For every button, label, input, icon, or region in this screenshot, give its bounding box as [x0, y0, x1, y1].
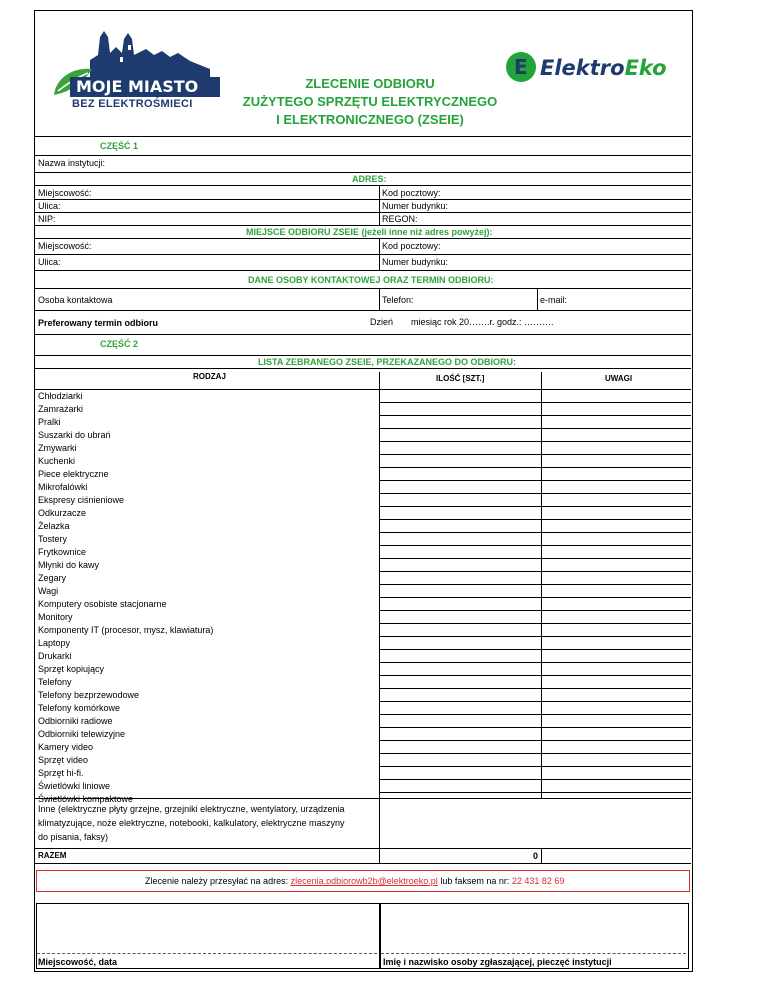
list-item: Drukarki — [38, 651, 72, 661]
list-item: Telefony — [38, 677, 72, 687]
col-qty-header: ILOŚĆ [SZT.] — [436, 374, 485, 383]
moje-miasto-logo — [50, 25, 220, 115]
row-separator — [379, 740, 691, 741]
row-separator — [379, 701, 691, 702]
total-label: RAZEM — [38, 851, 67, 860]
row-separator — [379, 623, 691, 624]
city-label: Miejscowość: — [38, 188, 92, 198]
postal-code-label: Kod pocztowy: — [382, 188, 441, 198]
row-separator — [379, 415, 691, 416]
list-item: Zegary — [38, 573, 67, 583]
row-separator — [379, 532, 691, 533]
form-title — [220, 75, 520, 129]
list-item: Mikrofalówki — [38, 482, 88, 492]
institution-name-label: Nazwa instytucji: — [38, 158, 106, 168]
list-item: Zmywarki — [38, 443, 77, 453]
pickup-street-label: Ulica: — [38, 257, 61, 267]
logo-text-line2: BEZ ELEKTROŚMIECI — [72, 98, 193, 110]
logo-text-line1: MOJE MIASTO — [76, 77, 199, 96]
row-separator — [379, 597, 691, 598]
street-label: Ulica: — [38, 201, 61, 211]
list-item: Komponenty IT (procesor, mysz, klawiatura) — [38, 625, 214, 635]
send-notice: Zlecenie należy przesyłać na adres: zlecenia.odbiorowb2b@elektroeko.pl lub faksem na nr: 22 431 82 69 — [145, 876, 565, 886]
list-heading: LISTA ZEBRANEGO ZSEIE, PRZEKAZANEGO DO ODBIORU: — [258, 357, 517, 367]
row-separator — [379, 506, 691, 507]
phone-label: Telefon: — [382, 295, 414, 305]
list-item: Sprzęt kopiujący — [38, 664, 105, 674]
row-separator — [379, 402, 691, 403]
row-separator — [379, 454, 691, 455]
part2-label: CZĘŚĆ 2 — [100, 339, 139, 349]
col-type-header: RODZAJ — [193, 372, 226, 381]
row-separator — [379, 610, 691, 611]
list-item: Odbiorniki telewizyjne — [38, 729, 126, 739]
title-line-1: ZLECENIE ODBIORU — [305, 76, 435, 91]
list-item: Żelazka — [38, 521, 70, 531]
list-item: Sprzęt video — [38, 755, 89, 765]
contact-person-label: Osoba kontaktowa — [38, 295, 113, 305]
day-label: Dzień — [370, 317, 394, 327]
row-separator — [379, 649, 691, 650]
list-item: Kamery video — [38, 742, 94, 752]
row-separator — [379, 779, 691, 780]
send-email-link[interactable]: zlecenia.odbiorowb2b@elektroeko.pl — [290, 876, 438, 886]
row-separator — [379, 662, 691, 663]
date-rest-label: miesiąc rok 20…….r. godz.: ………. — [411, 317, 554, 327]
pickup-building-number-label: Numer budynku: — [382, 257, 449, 267]
title-line-3: I ELEKTRONICZNEGO (ZSEIE) — [276, 112, 464, 127]
place-date-label: Miejscowość, data — [38, 957, 118, 967]
list-item: Suszarki do ubrań — [38, 430, 111, 440]
contact-heading: DANE OSOBY KONTAKTOWEJ ORAZ TERMIN ODBIORU: — [248, 275, 494, 285]
list-item: Telefony komórkowe — [38, 703, 121, 713]
list-item: Odkurzacze — [38, 508, 87, 518]
preferred-date-label: Preferowany termin odbioru — [38, 318, 159, 328]
list-item: Sprzęt hi-fi. — [38, 768, 84, 778]
row-separator — [379, 675, 691, 676]
row-separator — [379, 545, 691, 546]
fax-number: 22 431 82 69 — [511, 876, 565, 886]
list-item: Komputery osobiste stacjonarne — [38, 599, 167, 609]
list-item: Tostery — [38, 534, 68, 544]
list-item: Świetlówki liniowe — [38, 781, 111, 791]
total-value: 0 — [533, 851, 539, 861]
list-item: Frytkownice — [38, 547, 87, 557]
list-item: Piece elektryczne — [38, 469, 109, 479]
row-separator — [379, 727, 691, 728]
row-separator — [379, 753, 691, 754]
row-separator — [379, 493, 691, 494]
pickup-heading: MIEJSCE ODBIORU ZSEIE (jeżeli inne niż adres powyżej): — [246, 227, 493, 237]
row-separator — [379, 428, 691, 429]
row-separator — [379, 480, 691, 481]
nip-label: NIP: — [38, 214, 56, 224]
list-item: Odbiorniki radiowe — [38, 716, 113, 726]
row-separator — [379, 766, 691, 767]
row-separator — [379, 688, 691, 689]
elektroeko-wordmark: ElektroEko — [540, 56, 667, 80]
row-separator — [379, 441, 691, 442]
row-separator — [379, 519, 691, 520]
list-item: Młynki do kawy — [38, 560, 100, 570]
row-separator — [379, 467, 691, 468]
elektroeko-logo: E ElektroEko — [506, 52, 686, 84]
list-item: Świetlówki kompaktowe — [38, 794, 134, 804]
col-notes-header: UWAGI — [605, 374, 633, 383]
building-number-label: Numer budynku: — [382, 201, 449, 211]
row-separator — [379, 558, 691, 559]
list-item: Laptopy — [38, 638, 71, 648]
list-item: Telefony bezprzewodowe — [38, 690, 140, 700]
row-separator — [379, 714, 691, 715]
address-heading: ADRES: — [352, 174, 387, 184]
list-item: Zamrażarki — [38, 404, 84, 414]
part1-label: CZĘŚĆ 1 — [100, 141, 139, 151]
list-item: Ekspresy ciśnieniowe — [38, 495, 125, 505]
list-item: Kuchenki — [38, 456, 76, 466]
pickup-city-label: Miejscowość: — [38, 241, 92, 251]
signature-label: Imię i nazwisko osoby zgłaszającej, pieczęć instytucji — [383, 957, 612, 967]
title-line-2: ZUŻYTEGO SPRZĘTU ELEKTRYCZNEGO — [242, 94, 498, 109]
pickup-postal-code-label: Kod pocztowy: — [382, 241, 441, 251]
list-item: Wagi — [38, 586, 59, 596]
regon-label: REGON: — [382, 214, 418, 224]
email-label: e-mail: — [540, 295, 568, 305]
row-separator — [379, 571, 691, 572]
other-items-label: Inne (elektryczne płyty grzejne, grzejniki elektryczne, wentylatory, urządzenia klimatyzujące, noże elektryczne, notebooki, kalkulatory, elektryczne maszyny do pisania, faksy) — [38, 804, 345, 842]
list-item: Monitory — [38, 612, 73, 622]
row-separator — [379, 584, 691, 585]
row-separator — [379, 636, 691, 637]
list-item: Chłodziarki — [38, 391, 83, 401]
row-separator — [379, 792, 691, 793]
list-item: Pralki — [38, 417, 61, 427]
